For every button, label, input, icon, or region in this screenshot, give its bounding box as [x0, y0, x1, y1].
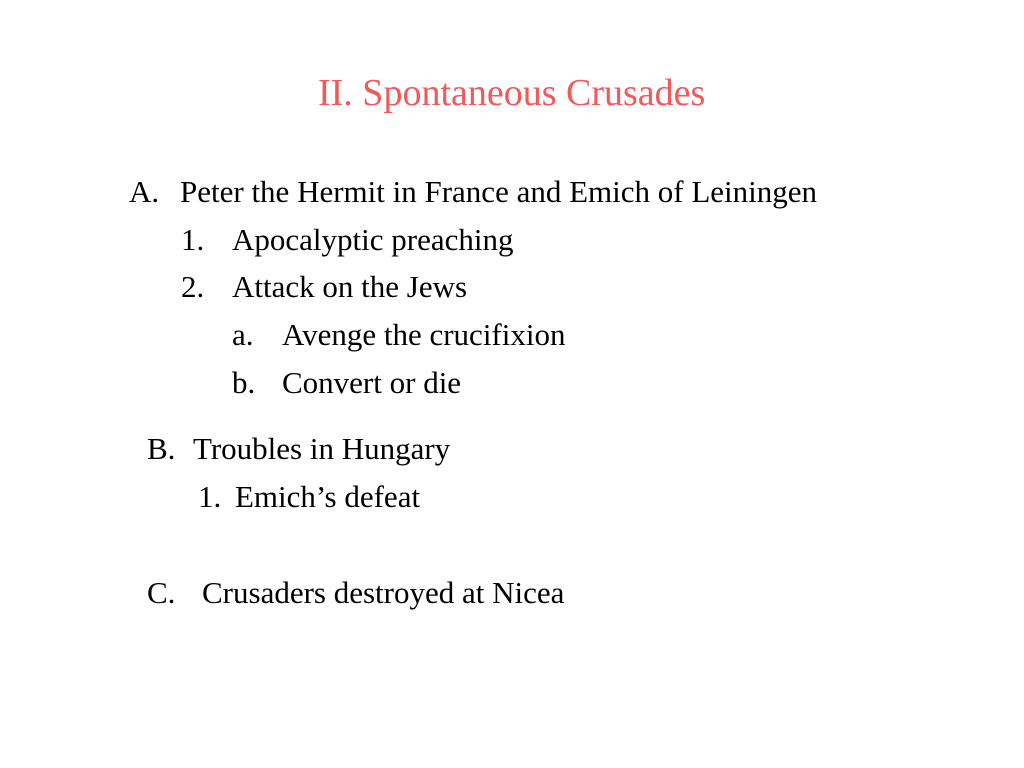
outline-item-a [129, 172, 817, 212]
outline-item-a2 [181, 267, 467, 307]
outline-marker: 1. [198, 479, 222, 514]
outline-text: Troubles in Hungary [193, 431, 451, 466]
outline-text: Apocalyptic preaching [232, 222, 514, 257]
outline-text: Emich’s defeat [235, 479, 421, 514]
outline-text: Convert or die [282, 365, 462, 400]
outline-item-c [147, 573, 564, 613]
outline-marker: A. [129, 174, 160, 209]
outline-item-b [147, 429, 450, 469]
slide-title: II. Spontaneous Crusades [318, 72, 706, 114]
outline-text: Attack on the Jews [232, 269, 468, 304]
outline-item-a2a [232, 315, 565, 355]
outline-item-a2b [232, 363, 461, 403]
outline-marker: C. [147, 575, 176, 610]
outline-item-a1 [181, 220, 513, 260]
outline-marker: a. [232, 317, 254, 352]
outline-text: Avenge the crucifixion [282, 317, 566, 352]
outline-marker: b. [232, 365, 256, 400]
outline-text: Crusaders destroyed at Nicea [202, 575, 565, 610]
outline-text: Peter the Hermit in France and Emich of Leiningen [180, 174, 818, 209]
outline-marker: 1. [181, 222, 205, 257]
outline-marker: B. [147, 431, 176, 466]
outline-marker: 2. [181, 269, 205, 304]
outline-item-b1 [198, 477, 420, 517]
